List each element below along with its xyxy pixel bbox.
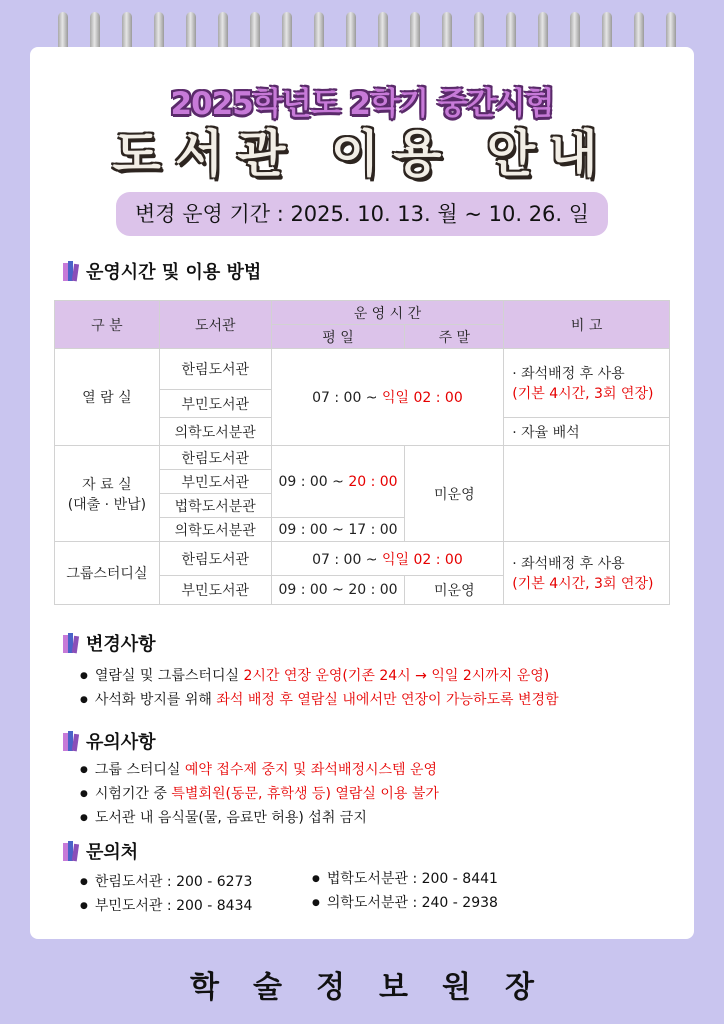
- period-banner: 변경 운영 기간 : 2025. 10. 13. 월 ~ 10. 26. 일: [116, 192, 608, 236]
- library-cell: 법학도서분관: [159, 494, 271, 518]
- list-item: ● 시험기간 중 특별회원(동문, 휴학생 등) 열람실 이용 불가: [80, 782, 439, 806]
- section-notes-heading: [62, 728, 156, 754]
- reading-room-note: · 좌석배정 후 사용 (기본 4시간, 3회 연장): [504, 349, 670, 418]
- library-cell: 한림도서관: [159, 446, 271, 470]
- library-cell: 부민도서관: [159, 576, 271, 605]
- schedule-table: [54, 300, 670, 605]
- reading-room-note-medical: · 자율 배석: [504, 418, 670, 446]
- contact-item: ● 한림도서관 : 200 - 6273: [80, 870, 252, 894]
- materials-room-hours-medical: 09 : 00 ~ 17 : 00: [271, 518, 405, 542]
- header-weekday: 평 일: [271, 325, 405, 349]
- books-icon: [62, 730, 80, 752]
- group-study-note: · 좌석배정 후 사용 (기본 4시간, 3회 연장): [504, 542, 670, 605]
- materials-room-weekend: 미운영: [405, 446, 504, 542]
- library-cell: 의학도서분관: [159, 418, 271, 446]
- list-item: ● 그룹 스터디실 예약 접수제 중지 및 좌석배정시스템 운영: [80, 758, 439, 782]
- library-cell: 부민도서관: [159, 390, 271, 418]
- materials-room-note: [504, 446, 670, 542]
- section-notes-title: 유의사항: [86, 732, 156, 753]
- group-study-hours-bumin: 09 : 00 ~ 20 : 00: [271, 576, 405, 605]
- title-line-1: 2025학년도 2학기 중간시험: [170, 86, 554, 122]
- header-category: 구 분: [55, 301, 160, 349]
- header-hours: 운 영 시 간: [271, 301, 504, 325]
- header-remarks: 비 고: [504, 301, 670, 349]
- header-library: 도서관: [159, 301, 271, 349]
- section-hours-title: 운영시간 및 이용 방법: [86, 262, 262, 283]
- reading-room-hours: 07 : 00 ~ 익일 02 : 00: [271, 349, 504, 446]
- section-contact-heading: [62, 838, 138, 864]
- list-item: ● 사석화 방지를 위해 좌석 배정 후 열람실 내에서만 연장이 가능하도록 변경함: [80, 688, 559, 712]
- group-study-hours-hallym: 07 : 00 ~ 익일 02 : 00: [271, 542, 504, 576]
- list-item: ● 열람실 및 그룹스터디실 2시간 연장 운영(기존 24시 → 익일 2시까지 운영): [80, 664, 559, 688]
- section-changes-title: 변경사항: [86, 634, 156, 655]
- group-study-label: 그룹스터디실: [55, 542, 160, 605]
- table-row: [55, 349, 670, 390]
- contact-item: ● 부민도서관 : 200 - 8434: [80, 894, 252, 918]
- library-cell: 부민도서관: [159, 470, 271, 494]
- reading-room-label: 열 람 실: [55, 349, 160, 446]
- books-icon: [62, 840, 80, 862]
- materials-room-hours: 09 : 00 ~ 20 : 00: [271, 446, 405, 518]
- footer-signature: 학술정보원장: [190, 970, 568, 1005]
- section-hours-heading: [62, 258, 261, 284]
- materials-room-label: 자 료 실 (대출 · 반납): [55, 446, 160, 542]
- section-contact-title: 문의처: [86, 842, 139, 863]
- contacts-right: [312, 867, 498, 915]
- group-study-weekend-bumin: 미운영: [405, 576, 504, 605]
- library-cell: 한림도서관: [159, 349, 271, 390]
- contact-item: ● 법학도서분관 : 200 - 8441: [312, 867, 498, 891]
- contacts-left: [80, 870, 252, 918]
- title-line-2: 도서관 이용 안내: [112, 125, 612, 183]
- list-item: ● 도서관 내 음식물(물, 음료만 허용) 섭취 금지: [80, 806, 439, 830]
- contact-item: ● 의학도서분관 : 240 - 2938: [312, 891, 498, 915]
- changes-list: [80, 664, 559, 712]
- library-cell: 의학도서분관: [159, 518, 271, 542]
- table-row: [55, 446, 670, 470]
- table-row: [55, 542, 670, 576]
- library-cell: 한림도서관: [159, 542, 271, 576]
- section-changes-heading: [62, 630, 156, 656]
- books-icon: [62, 632, 80, 654]
- notes-list: [80, 758, 439, 830]
- header-weekend: 주 말: [405, 325, 504, 349]
- books-icon: [62, 260, 80, 282]
